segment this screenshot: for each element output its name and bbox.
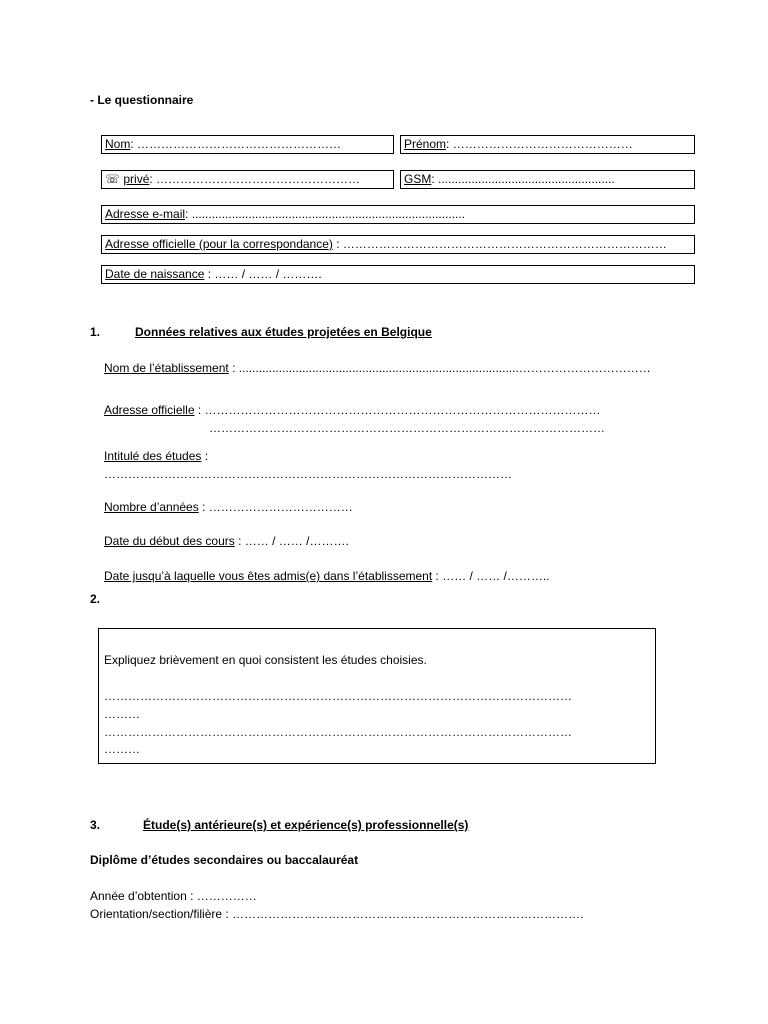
annees-line[interactable] — [104, 500, 353, 514]
etablissement-line[interactable] — [104, 361, 651, 375]
adresse-officielle-line[interactable] — [104, 403, 601, 417]
section3-number: 3. — [90, 818, 101, 832]
admission-dots: : …… / …… /……….. — [432, 569, 550, 583]
address-label: Adresse officielle (pour la correspondance) — [105, 237, 333, 251]
prive-dots: : …………………………………………… — [149, 172, 361, 186]
gsm-label: GSM — [404, 172, 432, 186]
section3-heading: Étude(s) antérieure(s) et expérience(s) professionnelle(s) — [143, 818, 469, 832]
admission-label: Date jusqu’à laquelle vous êtes admis(e) dans l’établissement — [104, 569, 433, 583]
intitule-dots[interactable]: ………………………………………………………………………………………… — [104, 467, 512, 481]
email-dots: : .................................................................................. — [185, 207, 466, 221]
explanation-box[interactable] — [98, 628, 656, 764]
explanation-line-1[interactable]: ……………………………………………………………………………………………………… — [104, 689, 572, 703]
etablissement-dots: : ....................................................................................…………………………… — [228, 361, 651, 375]
page-title: - Le questionnaire — [90, 93, 194, 107]
debut-cours-line[interactable] — [104, 534, 349, 548]
adresse-officielle-label: Adresse officielle — [104, 403, 195, 417]
admission-line[interactable] — [104, 569, 550, 583]
intitule-line — [104, 449, 208, 463]
explanation-line-2b[interactable]: ……… — [104, 742, 140, 756]
birth-dots: : …… / …… / ………. — [204, 267, 322, 281]
adresse-officielle-dots: : ……………………………………………………………………………………… — [194, 403, 601, 417]
annee-obtention-line[interactable]: Année d’obtention : …………… — [90, 889, 257, 903]
birthdate-field[interactable] — [101, 265, 695, 284]
email-field[interactable] — [101, 205, 695, 224]
section1-heading: Données relatives aux études projetées en Belgique — [135, 325, 432, 339]
explanation-line-2[interactable]: ……………………………………………………………………………………………………… — [104, 725, 572, 739]
section2-number: 2. — [90, 592, 101, 606]
email-label: Adresse e-mail — [105, 207, 186, 221]
telephone-icon: ☏ — [105, 172, 121, 186]
debut-cours-dots: : …… / …… /………. — [234, 534, 349, 548]
address-dots: : ……………………………………………………………………… — [332, 237, 667, 251]
adresse-officielle-dots-2[interactable]: ……………………………………………………………………………………… — [209, 421, 605, 435]
nom-dots: : …………………………………………… — [130, 137, 342, 151]
birth-label: Date de naissance — [105, 267, 205, 281]
debut-cours-label: Date du début des cours — [104, 534, 235, 548]
prenom-dots: : ……………………………………… — [446, 137, 633, 151]
prenom-label: Prénom — [404, 137, 447, 151]
explanation-prompt: Expliquez brièvement en quoi consistent les études choisies. — [104, 653, 427, 667]
address-field[interactable] — [101, 235, 695, 254]
gsm-field[interactable] — [400, 170, 695, 189]
nom-field[interactable] — [101, 135, 394, 154]
prenom-field[interactable] — [400, 135, 695, 154]
annees-dots: : ……………………………… — [198, 500, 353, 514]
explanation-line-1b[interactable]: ……… — [104, 707, 140, 721]
intitule-colon: : — [201, 449, 209, 463]
section1-number: 1. — [90, 325, 101, 339]
phone-field[interactable] — [101, 170, 394, 189]
orientation-line[interactable]: Orientation/section/filière : ……………………………………………………………………………. — [90, 907, 584, 921]
etablissement-label: Nom de l’établissement — [104, 361, 229, 375]
diploma-subheading: Diplôme d’études secondaires ou baccalauréat — [90, 853, 359, 867]
intitule-label: Intitulé des études — [104, 449, 202, 463]
prive-label: privé — [123, 172, 150, 186]
nom-label: Nom — [105, 137, 131, 151]
gsm-dots: : ..................................................... — [431, 172, 615, 186]
annees-label: Nombre d’années — [104, 500, 199, 514]
